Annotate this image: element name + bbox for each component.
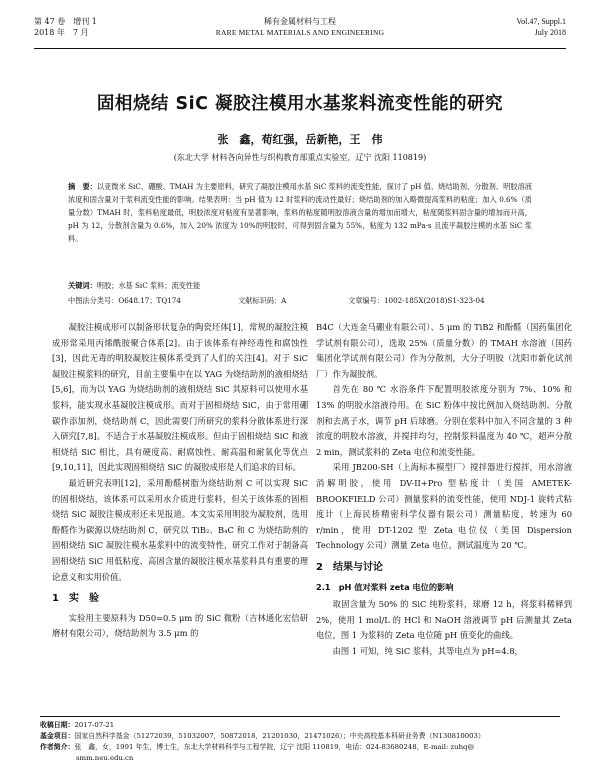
zeta-paragraph: 取固含量为 50% 的 SiC 纯粉浆料，球磨 12 h，将浆料稀释到 2%，使用 1 mol/L 的 HCl 和 NaOH 溶液调节 pH 后测量其 Zeta 电位，图 1 为浆料的 Zeta 电位随 pH 值变化的曲线。 xyxy=(316,599,572,641)
author-bio-label: 作者简介： xyxy=(40,743,75,751)
fund-label: 基金项目： xyxy=(40,732,75,740)
fund-line xyxy=(40,731,560,742)
intro-paragraph-2: 最近研究表明[12]，采用酚醛树脂为烧结助剂 C 可以实现 SiC 的固相烧结，该体系可以采用水介质进行浆料，但关于该体系的固相烧结 SiC 凝胶注模成形还未见报道。本文实采用明胶为凝胶剂，选用酚醛作为碳源以烧结助剂 C，研究以 TiB₂、B₄C 和 C 为烧结助剂的固相烧结 SiC 凝胶注模水基浆料中的流变特性，研究工作对于制备高固相烧结 SiC 用低粘度、高固含量的凝胶注模水基浆料具有重要的理论意义和实用价值。 xyxy=(52,477,308,582)
left-column xyxy=(52,320,308,642)
page-header xyxy=(34,14,566,49)
experiment-paragraph-1: 实验用主要原料为 D50=0.5 μm 的 SiC 微粉（吉林通化宏信研磨材有限公司），烧结助剂为 3.5 μm 的 xyxy=(52,612,308,639)
clc-number: 中图法分类号：O648.17；TQ174 xyxy=(68,296,181,305)
email-tail: smm.neu.edu.cn xyxy=(76,754,134,762)
doc-code: 文献标识码：A xyxy=(238,296,287,305)
author-list: 张 鑫，荀红强，岳新艳，王 伟 xyxy=(217,133,383,146)
affiliation: (东北大学 材料各向异性与织构教育部重点实验室，辽宁 沈阳 110819) xyxy=(173,153,427,162)
procedure-paragraph: 首先在 80 ℃ 水浴条件下配置明胶浓度分别为 7%、10% 和 13% 的明胶水溶液待用。在 SiC 粉体中按比例加入烧结助剂、分散剂和去离子水，调节 pH 后球磨。分别在浆料中加入不同含量的 3 种浓度的明胶水溶液，并搅拌均匀，控制浆料温度为 40 ℃，超声分散 2 min，测试浆料的 Zeta 电位和流变性能。 xyxy=(316,384,572,457)
header-volume-en xyxy=(516,16,566,38)
subsection-heading-ph: 2.1 pH 值对浆料 zeta 电位的影响 xyxy=(316,581,454,592)
keywords-label: 关键词： xyxy=(68,281,97,290)
received-line xyxy=(40,720,560,731)
section-heading-experiment: 1 实 验 xyxy=(52,593,99,605)
received-label: 收稿日期： xyxy=(40,721,75,729)
date-en: July 2018 xyxy=(534,28,566,37)
materials-paragraph: B4C（大连金马硼业有限公司）、5 μm 的 TiB2 和酚醛（国药集团化学试剂有限公司），选取 25%（质量分数）的 TMAH 水溶液（国药集团化学试剂有限公司）作为分散剂，大分子明胶（沈阳市新化试剂厂）作为凝胶剂。 xyxy=(316,322,572,379)
keywords xyxy=(68,281,200,291)
header-journal xyxy=(34,16,566,38)
volume-issue-cn: 第 47 卷 增刊 1 xyxy=(34,17,97,26)
year-month-cn: 2018 年 7 月 xyxy=(34,28,89,37)
isoelectric-paragraph: 由图 1 可知，纯 SiC 浆料，其等电点为 pH=4.8， xyxy=(332,645,523,656)
right-column xyxy=(316,320,572,659)
journal-name-cn: 稀有金属材料与工程 xyxy=(264,17,336,26)
author-bio-text: 张 鑫，女，1991 年生，博士生，东北大学材料科学与工程学院，辽宁 沈阳 110819，电话：024-83680248，E-mail: zuhq@ xyxy=(74,743,475,751)
abstract xyxy=(68,180,532,245)
abstract-text: 以亚微米 SiC、硼酸、TMAH 为主要原料，研究了凝胶注模用水基 SiC 浆料的流变性能，探讨了 pH 值、烧结助剂、分散剂、明胶溶液浓度和固含量对于浆料流变性能的影响。结果表明：当 pH 值为 12 时浆料的流动性最好；烧结助剂的加入略微提高浆料的粘度；加入 0.6%（质量分数）TMAH 时，浆料粘度最低，明胶浓度对粘度有显著影响，浆料的粘度随明胶溶液含量的增加而增大，粘度随浆料固含量的增加而升高，pH 为 12，分散剂含量为 0.6%，加入 20% 浓度为 10%的明胶时，可得到固含量为 55%，粘度为 132 mPa·s 且流平凝胶注模的水基 SiC 浆料。 xyxy=(68,182,532,243)
article-number: 文章编号：1002-185X(2018)S1-323-04 xyxy=(348,296,485,305)
journal-name-en: RARE METAL MATERIALS AND ENGINEERING xyxy=(215,28,385,37)
keywords-text: 明胶；水基 SiC 浆料；流变性能 xyxy=(96,281,201,290)
abstract-label: 摘 要： xyxy=(68,182,97,191)
instrument-paragraph: 采用 JB200-SH（上海标本模型厂）搅拌器进行搅拌，用水溶液消解明胶，使用 DV-II+Pro 型粘度计（美国 AMETEK-BROOKFIELD 公司）测量浆料的流变性能，使用 NDJ-1 旋转式粘度计（上海民桥精密科学仪器有限公司）测量粘度，转速为 60 r/min，使用 DT-1202 型 Zeta 电位仪（美国 Dispersion Technology 公司）测量 Zeta 电位，测试温度为 20 ℃。 xyxy=(316,462,572,551)
intro-paragraph-1: 凝胶注模成形可以制备形状复杂的陶瓷坯体[1]，常规的凝胶注模成形常采用丙烯酰胺聚合体系[2]。由于该体系有神经毒性和腐蚀性[3]，因此无毒的明胶凝胶注模体系受到了人们的关注[4]。对于 SiC 凝胶注模浆料的研究，目前主要集中在以 YAG 为烧结助剂的液相烧结[5,6]，而为以 YAG 为烧结助剂的液相烧结 SiC 其原料可以使用水基浆料，能实现水基凝胶注模成形。而对于固相烧结 SiC，由于常用硼碳作添加剂，烧结助剂 C，因此需要门所研究的浆料分散体系进行深入研究[7,8]。不适合于水基凝胶注模成形。但由于固相烧结 SiC 和液相烧结 SiC 相比，具有硬度高、耐腐蚀性、耐高温和耐氧化等优点[9,10,11]，因此实现固相烧结 SiC 的凝胶成形是人们追求的目标。 xyxy=(52,322,308,473)
paper-title: 固相烧结 SiC 凝胶注模用水基浆料流变性能的研究 xyxy=(96,94,504,114)
received-date: 2017-07-21 xyxy=(74,721,115,729)
volume-en: Vol.47, Suppl.1 xyxy=(516,17,566,26)
section-heading-results: 2 结果与讨论 xyxy=(316,561,383,573)
author-bio-line xyxy=(40,742,560,753)
footnote xyxy=(40,716,560,764)
fund-text: 国家自然科学基金（51272039，51032007，50872018，21201030，21471026）；中央高校基本科研业务费（N130810003） xyxy=(74,732,485,740)
